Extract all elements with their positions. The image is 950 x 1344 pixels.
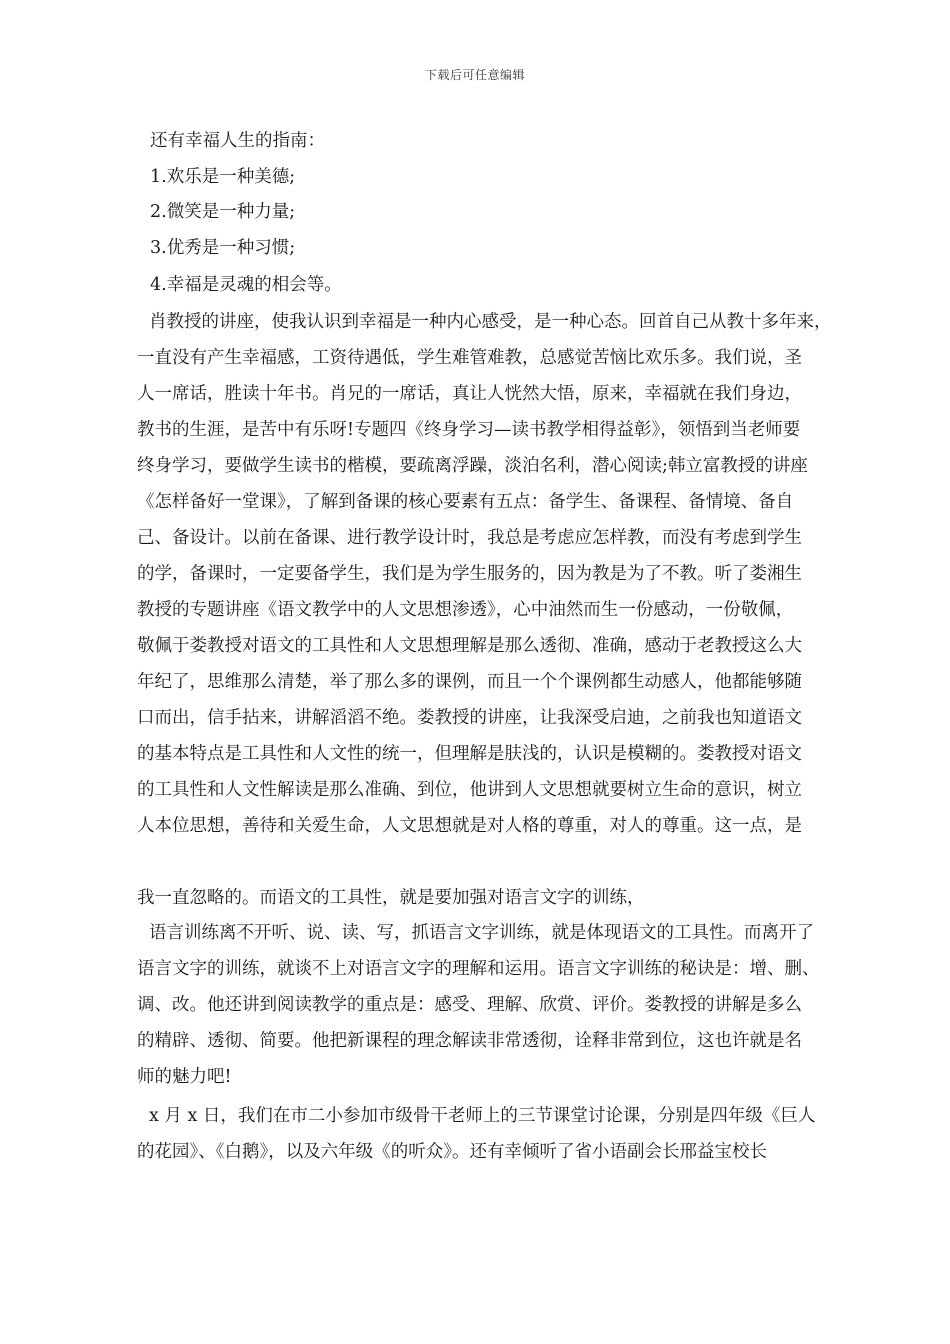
- list-item: 1.欢乐是一种美德;: [150, 167, 296, 187]
- page-header: 下载后可任意编辑: [424, 68, 525, 82]
- paragraph-line: 《怎样备好一堂课》，了解到备课的核心要素有五点：备学生、备课程、备情境、备自: [137, 492, 794, 512]
- paragraph-line: 的精辟、透彻、简要。他把新课程的理念解读非常透彻，诠释非常到位，这也许就是名: [137, 1031, 802, 1051]
- paragraph-line: 我一直忽略的。而语文的工具性，就是要加强对语言文字的训练，: [137, 888, 645, 908]
- paragraph-line: 敬佩于娄教授对语文的工具性和人文思想理解是那么透彻、准确，感动于老教授这么大: [137, 636, 802, 656]
- paragraph-line: 口而出，信手拈来，讲解滔滔不绝。娄教授的讲座，让我深受启迪，之前我也知道语文: [137, 708, 802, 728]
- paragraph-line: 教书的生涯，是苦中有乐呀!专题四《终身学习—读书教学相得益彰》，领悟到当老师要: [137, 420, 801, 440]
- paragraph-line: 还有幸福人生的指南：: [150, 131, 325, 151]
- paragraph-line: 年纪了，思维那么清楚，举了那么多的课例，而且一个个课例都生动感人，他都能够随: [137, 672, 802, 692]
- paragraph-line: 的工具性和人文性解读是那么准确、到位，他讲到人文思想就要树立生命的意识，树立: [137, 780, 802, 800]
- paragraph-line: 师的魅力吧!: [137, 1067, 232, 1087]
- paragraph-line: 终身学习，要做学生读书的楷模，要疏离浮躁，淡泊名利，潜心阅读;韩立富教授的讲座: [137, 456, 808, 476]
- paragraph-line: 语言文字的训练，就谈不上对语言文字的理解和运用。语言文字训练的秘诀是：增、删、: [137, 959, 820, 979]
- paragraph-line: 调、改。他还讲到阅读教学的重点是：感受、理解、欣赏、评价。娄教授的讲解是多么: [137, 995, 802, 1015]
- paragraph-line: 人本位思想，善待和关爱生命，人文思想就是对人格的尊重，对人的尊重。这一点，是: [137, 816, 802, 836]
- paragraph-line: 的基本特点是工具性和人文性的统一，但理解是肤浅的，认识是模糊的。娄教授对语文: [137, 744, 802, 764]
- paragraph-line: 肖教授的讲座，使我认识到幸福是一种内心感受，是一种心态。回首自己从教十多年来，: [149, 312, 832, 332]
- paragraph-line: 己、备设计。以前在备课、进行教学设计时，我总是考虑应怎样教，而没有考虑到学生: [137, 528, 802, 548]
- paragraph-line: 的花园》、《白鹅》，以及六年级《的听众》。还有幸倾听了省小语副会长邢益宝校长: [137, 1142, 767, 1162]
- paragraph-line: 的学，备课时，一定要备学生，我们是为学生服务的，因为教是为了不教。听了娄湘生: [137, 564, 802, 584]
- list-item: 2.微笑是一种力量;: [150, 202, 296, 222]
- paragraph-line: 人一席话，胜读十年书。肖兄的一席话，真让人恍然大悟，原来，幸福就在我们身边，: [137, 384, 802, 404]
- list-item: 4.幸福是灵魂的相会等。: [150, 275, 342, 295]
- paragraph-line: 一直没有产生幸福感，工资待遇低，学生难管难教，总感觉苦恼比欢乐多。我们说，圣: [137, 348, 802, 368]
- list-item: 3.优秀是一种习惯;: [150, 238, 296, 258]
- paragraph-line: x 月 x 日，我们在市二小参加市级骨干老师上的三节课堂讨论课，分别是四年级《巨人: [149, 1106, 816, 1126]
- paragraph-line: 教授的专题讲座《语文教学中的人文思想渗透》，心中油然而生一份感动，一份敬佩，: [137, 600, 794, 620]
- paragraph-line: 语言训练离不开听、说、读、写，抓语言文字训练，就是体现语文的工具性。而离开了: [149, 923, 814, 943]
